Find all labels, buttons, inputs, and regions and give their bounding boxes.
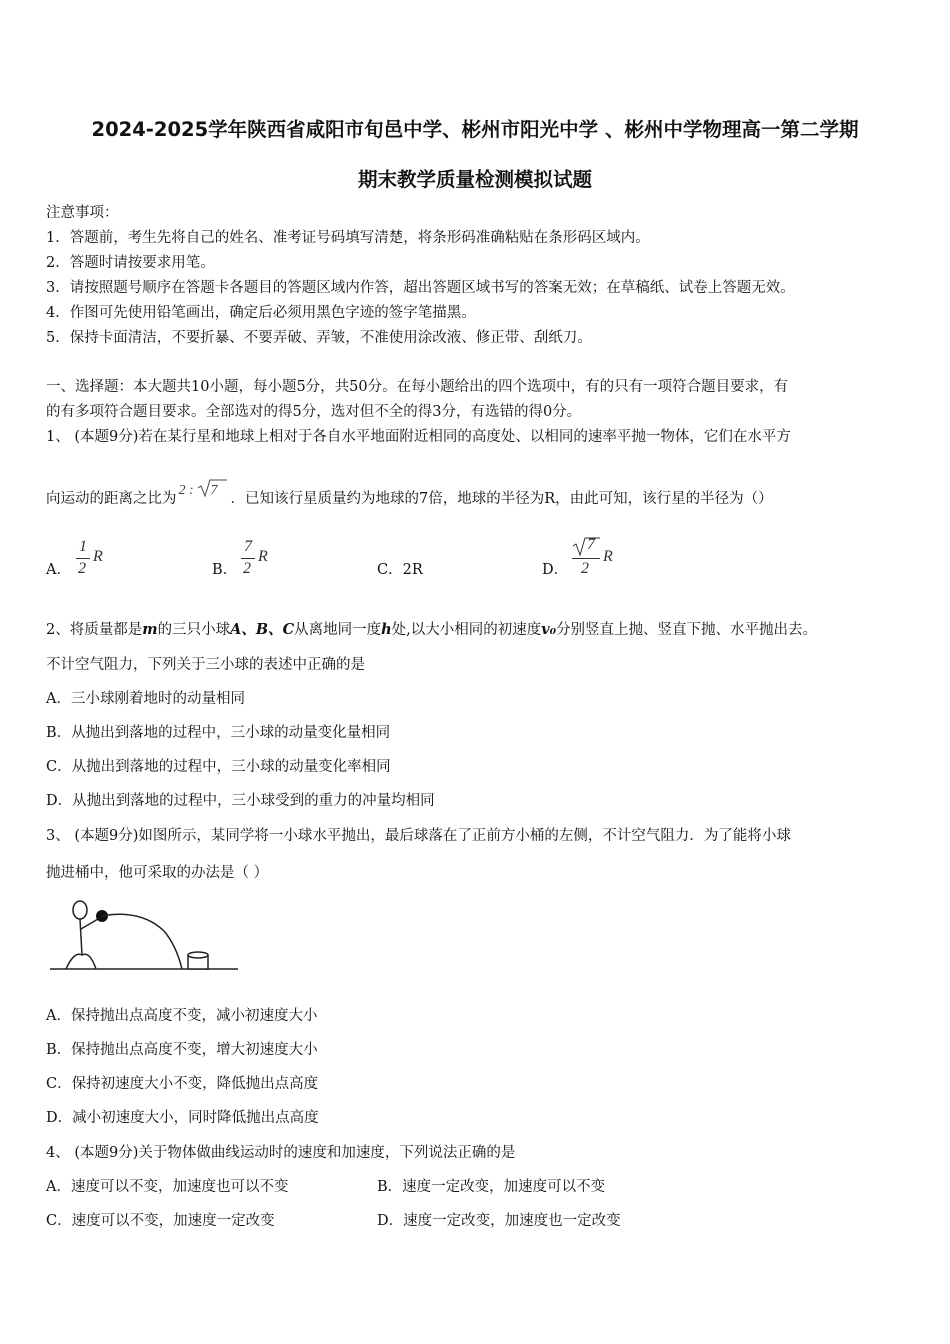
ratio-radicand: 7 xyxy=(210,483,218,498)
section-intro-line-1: 一、选择题：本大题共10小题，每小题5分，共50分。在每小题给出的四个选项中，有的只有一项符合题目要求，有 xyxy=(46,379,789,395)
notice-item: 5．保持卡面清洁，不要折暴、不要弄破、弄皱，不准使用涂改液、修正带、刮纸刀。 xyxy=(46,330,592,346)
question-3-text-line-1: 3、 (本题9分)如图所示，某同学将一小球水平抛出，最后球落在了正前方小桶的左侧，不计空气阻力．为了能将小球 xyxy=(46,828,791,844)
fraction-bar xyxy=(241,558,255,559)
question-2-part: 分别竖直上抛、竖直下抛、水平抛出去。 xyxy=(556,622,818,638)
option-a-label: A． xyxy=(46,562,71,578)
question-2-part: 的三只小球 xyxy=(157,622,231,638)
question-4-text: 4、 (本题9分)关于物体做曲线运动时的速度和加速度，下列说法正确的是 xyxy=(46,1145,516,1161)
mass-symbol: m xyxy=(142,621,158,638)
velocity-symbol: v₀ xyxy=(541,621,557,638)
radical-sign-icon xyxy=(572,537,600,557)
option-b-numerator: 7 xyxy=(244,538,252,555)
trajectory-curve xyxy=(102,914,182,969)
question-2-option: C．从抛出到落地的过程中，三小球的动量变化率相同 xyxy=(46,759,391,775)
section-intro-line-2: 的有多项符合题目要求。全部选对的得5分，选对但不全的得3分，有选错的得0分。 xyxy=(46,404,582,420)
question-1-text-line-2 xyxy=(46,483,773,509)
ratio-formula xyxy=(177,483,231,509)
notice-heading: 注意事项： xyxy=(46,205,119,221)
question-4-option: B．速度一定改变，加速度可以不变 xyxy=(377,1179,606,1195)
thrower-head xyxy=(73,901,87,919)
bucket-rim xyxy=(188,952,208,958)
option-b-r: R xyxy=(258,548,268,565)
question-4-option: C．速度可以不变，加速度一定改变 xyxy=(46,1213,275,1229)
question-4-option: D．速度一定改变，加速度也一定改变 xyxy=(377,1213,621,1229)
question-3-text-line-2: 抛进桶中，他可采取的办法是（ ） xyxy=(46,865,269,881)
thrower-body xyxy=(80,919,82,955)
question-2-text-line-2: 不计空气阻力，下列关于三小球的表述中正确的是 xyxy=(46,657,365,673)
exam-title-line-1: 2024-2025学年陕西省咸阳市旬邑中学、彬州市阳光中学 、彬州中学物理高一第二学期 xyxy=(91,118,859,141)
option-a-numerator: 1 xyxy=(79,538,87,555)
option-b-label: B． xyxy=(212,562,238,578)
question-3-option: B．保持抛出点高度不变，增大初速度大小 xyxy=(46,1042,318,1058)
thrower-arm xyxy=(81,919,98,929)
projectile-figure xyxy=(46,895,242,977)
question-2-text-line-1 xyxy=(46,620,817,640)
option-d-r: R xyxy=(603,548,613,565)
option-d-denominator: 2 xyxy=(581,560,589,577)
notice-item: 4．作图可先使用铅笔画出，确定后必须用黑色字迹的签字笔描黑。 xyxy=(46,305,476,321)
fraction-bar xyxy=(572,558,600,559)
option-d-label: D． xyxy=(542,562,569,578)
thrower-legs xyxy=(66,954,96,969)
option-d-radicand: 7 xyxy=(587,536,595,553)
question-4-option: A．速度可以不变，加速度也可以不变 xyxy=(46,1179,289,1195)
question-2-part: 从离地同一度 xyxy=(294,622,382,638)
question-2-option: B．从抛出到落地的过程中，三小球的动量变化量相同 xyxy=(46,725,391,741)
notice-item: 1．答题前，考生先将自己的姓名、准考证号码填写清楚，将条形码准确粘贴在条形码区域内。 xyxy=(46,230,650,246)
question-2-part: 处,以大小相同的初速度 xyxy=(391,622,542,638)
balls-symbol: A、B、C xyxy=(230,621,295,638)
question-2-option: A．三小球刚着地时的动量相同 xyxy=(46,691,245,707)
question-3-option: A．保持抛出点高度不变，减小初速度大小 xyxy=(46,1008,318,1024)
question-3-option: D．减小初速度大小，同时降低抛出点高度 xyxy=(46,1110,319,1126)
option-a-r: R xyxy=(93,548,103,565)
question-2-part: 2、将质量都是 xyxy=(46,622,143,638)
option-c-label: C．2R xyxy=(377,562,423,578)
notice-item: 3．请按照题号顺序在答题卡各题目的答题区域内作答，超出答题区域书写的答案无效；在草稿纸、试卷上答题无效。 xyxy=(46,280,795,296)
question-2-option: D．从抛出到落地的过程中，三小球受到的重力的冲量均相同 xyxy=(46,793,435,809)
notice-item: 2．答题时请按要求用笔。 xyxy=(46,255,215,271)
height-symbol: h xyxy=(381,621,392,638)
option-a-denominator: 2 xyxy=(78,560,86,577)
exam-title-line-2: 期末教学质量检测模拟试题 xyxy=(357,168,592,191)
ratio-left: 2 : xyxy=(178,483,194,498)
question-3-option: C．保持初速度大小不变，降低抛出点高度 xyxy=(46,1076,319,1092)
fraction-bar xyxy=(76,558,90,559)
option-b-denominator: 2 xyxy=(243,560,251,577)
question-1-text-part-b: ．已知该行星质量约为地球的7倍，地球的半径为R，由此可知，该行星的半径为（） xyxy=(230,491,773,507)
question-1-text-part-a: 向运动的距离之比为 xyxy=(46,491,177,507)
question-1-text-line-1: 1、 (本题9分)若在某行星和地球上相对于各自水平地面附近相同的高度处、以相同的速率平抛一物体，它们在水平方 xyxy=(46,429,791,445)
